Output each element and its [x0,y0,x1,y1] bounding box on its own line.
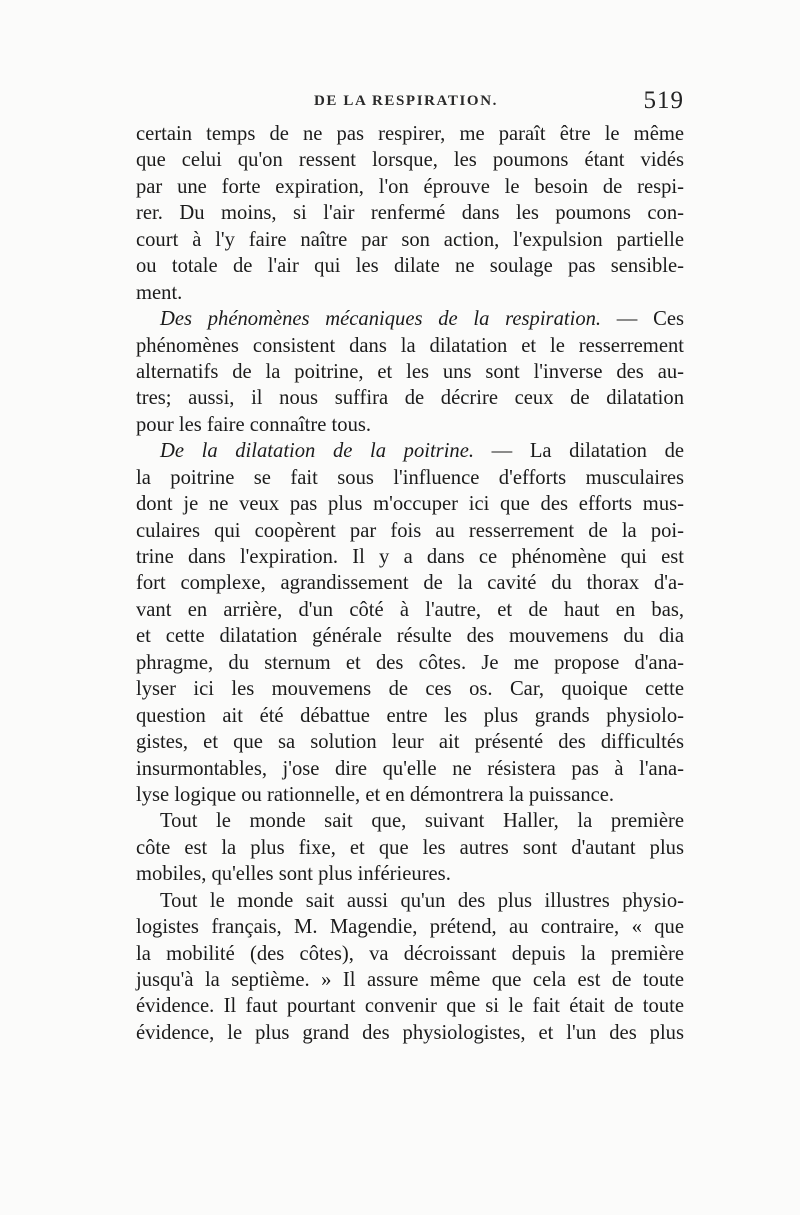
text-line: vant en arrière, d'un côté à l'autre, et de haut en bas, [136,598,684,621]
running-title: DE LA RESPIRATION. [314,93,498,109]
section-heading-line [136,438,684,464]
text-line: pour les faire connaître tous. [136,413,372,436]
text-line: trine dans l'expiration. Il y a dans ce phénomène qui est [136,546,684,568]
text-line: par une forte expiration, l'on éprouve le besoin de respi- [136,175,684,198]
heading-dash: — [601,308,654,331]
text-line: question ait été débattue entre les plus grands physiolo- [136,704,684,727]
text-line: certain temps de ne pas respirer, me paraît être le même [136,123,684,145]
text-line: ou totale de l'air qui les dilate ne soulage pas sensible- [136,255,684,278]
text-line: tres; aussi, il nous suffira de décrire ceux de dilatation [136,387,684,410]
text-fragment: La dilatation de [529,440,685,463]
text-line: côte est la plus fixe, et que les autres sont d'autant plus [136,836,684,859]
text-line: lyser ici les mouvemens de ces os. Car, quoique cette [136,678,684,701]
text-line: phragme, du sternum et des côtes. Je me propose d'ana- [136,651,684,674]
text-line: et cette dilatation générale résulte des mouvemens du dia [136,625,684,648]
heading-dash: — [474,440,530,463]
text-line: insurmontables, j'ose dire qu'elle ne résistera pas à l'ana- [136,757,684,780]
section-heading-line [136,306,684,332]
section-heading-dilatation: De la dilatation de la poitrine. [160,440,475,463]
text-line: gistes, et que sa solution leur ait présenté des difficultés [136,731,684,754]
text-line: fort complexe, agrandissement de la cavité du thorax d'a- [136,572,684,595]
text-line: la mobilité (des côtes), va décroissant depuis la première [136,942,684,965]
text-line: jusqu'à la septième. » Il assure même que cela est de toute [136,969,684,991]
text-line: logistes français, M. Magendie, prétend, au contraire, « que [136,916,684,939]
text-line: lyse logique ou rationnelle, et en démontrera la puissance. [136,783,615,806]
page-header [136,87,684,119]
text-line: que celui qu'on ressent lorsque, les poumons étant vidés [136,149,684,172]
body-text [136,121,684,1046]
text-line: court à l'y faire naître par son action, l'expulsion partielle [136,228,684,251]
text-line: alternatifs de la poitrine, et les uns sont l'inverse des au- [136,360,684,383]
text-line: évidence, le plus grand des physiologistes, et l'un des plus [136,1021,684,1044]
text-line: Tout le monde sait que, suivant Haller, la première [160,810,684,833]
text-line: rer. Du moins, si l'air renfermé dans les poumons con- [136,202,684,225]
text-fragment: Ces [653,308,685,331]
text-line: culaires qui coopèrent par fois au resserrement de la poi- [136,519,684,542]
page-number: 519 [643,87,684,114]
text-line: évidence. Il faut pourtant convenir que si le fait était de toute [136,995,684,1018]
text-line: dont je ne veux pas plus m'occuper ici que des efforts mus- [136,493,684,516]
text-line: Tout le monde sait aussi qu'un des plus illustres physio- [160,889,684,912]
section-heading-mechanics: Des phénomènes mécaniques de la respiration. [160,308,602,331]
text-line: phénomènes consistent dans la dilatation et le resserrement [136,334,684,357]
text-line: ment. [136,281,183,304]
text-line: la poitrine se fait sous l'influence d'efforts musculaires [136,466,684,489]
text-line: mobiles, qu'elles sont plus inférieures. [136,863,451,886]
